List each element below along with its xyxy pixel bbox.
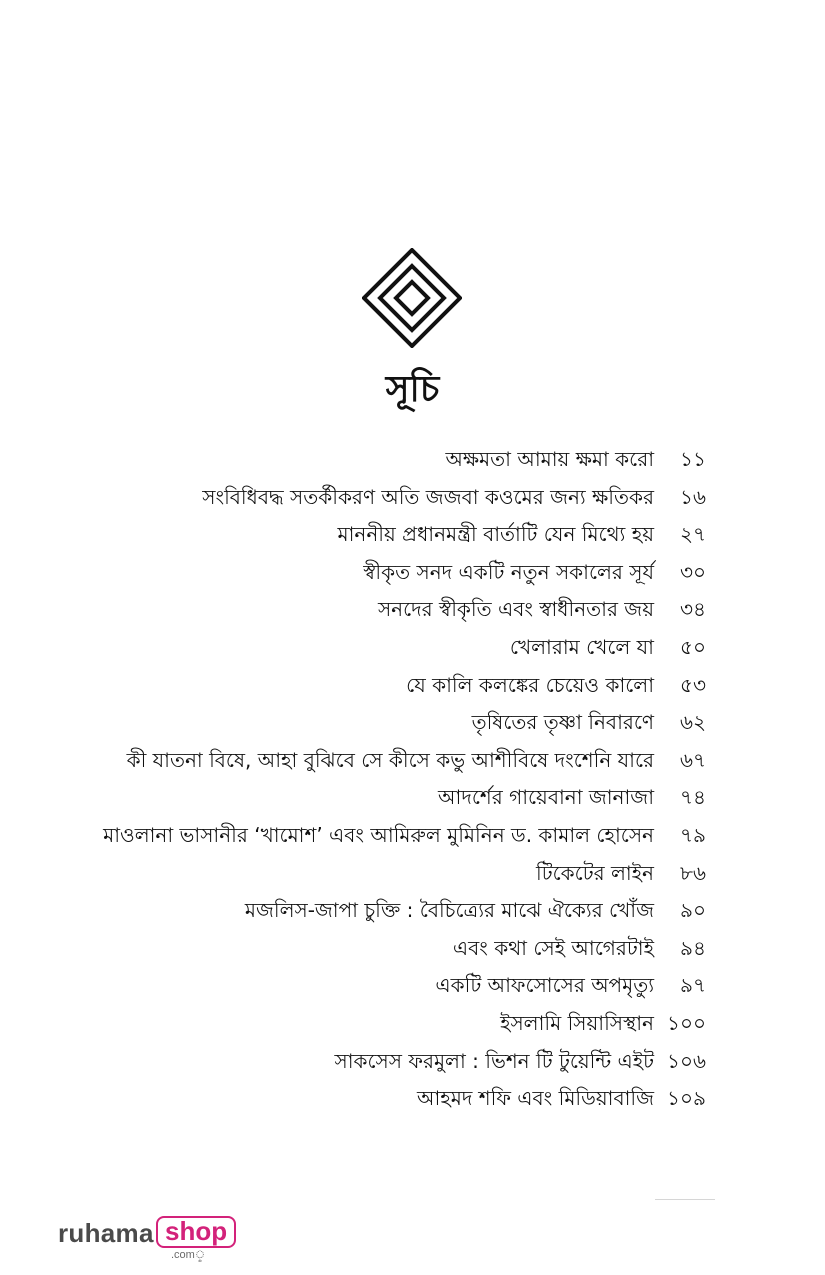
toc-entry-title: সনদের স্বীকৃতি এবং স্বাধীনতার জয় xyxy=(377,597,654,622)
toc-entry-page-number: ৬৭ xyxy=(679,747,706,772)
toc-entry xyxy=(60,517,720,555)
toc-entry-title: আদর্শের গায়েবানা জানাজা xyxy=(438,785,654,810)
toc-entry-page-number: ৭৯ xyxy=(680,822,706,847)
toc-entry xyxy=(60,442,720,480)
toc-entry xyxy=(60,480,720,518)
logo-ruhama-text: ruhama xyxy=(58,1218,154,1248)
page-title: সূচি xyxy=(385,369,440,410)
toc-entry-page-number: ৬২ xyxy=(679,710,706,735)
logo-domain-text: .comৢ xyxy=(171,1249,206,1261)
toc-entry xyxy=(60,555,720,593)
toc-entry-page-number: ৯৪ xyxy=(680,935,706,960)
toc-entry-title: একটি আফসোসের অপমৃত্যু xyxy=(435,973,654,998)
toc-entry-page-number: ৭৪ xyxy=(680,785,706,810)
toc-entry-page-number: ৯৭ xyxy=(680,973,706,998)
toc-entry-page-number: ৯০ xyxy=(680,898,706,923)
toc-entry-page-number: ১০৯ xyxy=(667,1086,706,1111)
toc-entry xyxy=(60,1081,720,1119)
toc-entry-page-number: ৩০ xyxy=(679,559,706,584)
logo-shop-text: shop xyxy=(165,1216,228,1246)
toc-entry-title: এবং কথা সেই আগেরটাই xyxy=(452,935,654,960)
toc-entry-title: ইসলামি সিয়াসিস্থান xyxy=(500,1010,654,1035)
toc-entry-title: আহমদ শফি এবং মিডিয়াবাজি xyxy=(416,1086,654,1111)
toc-entry xyxy=(60,592,720,630)
toc-entry-page-number: ২৭ xyxy=(679,522,706,547)
toc-entry-page-number: ১৬ xyxy=(680,484,706,509)
logo-shop-box xyxy=(156,1216,236,1248)
toc-entry-title: খেলারাম খেলে যা xyxy=(509,634,654,659)
toc-entry xyxy=(60,1006,720,1044)
toc-entry-page-number: ১০০ xyxy=(667,1010,706,1035)
toc-entry-title: স্বীকৃত সনদ একটি নতুন সকালের সূর্য xyxy=(363,559,654,584)
toc-entry xyxy=(60,743,720,781)
ruhamashop-logo xyxy=(58,1212,238,1262)
toc-entry-title: মাওলানা ভাসানীর ‘খামোশ’ এবং আমিরুল মুমিনিন ড. কামাল হোসেন xyxy=(103,822,654,847)
toc-entry xyxy=(60,818,720,856)
toc-entry-page-number: ৮৬ xyxy=(680,860,706,885)
toc-entry-title: তৃষিতের তৃষ্ণা নিবারণে xyxy=(471,710,654,735)
toc-entry-title: টিকেটের লাইন xyxy=(536,860,654,885)
footer-divider xyxy=(655,1199,715,1200)
toc-entry-title: সাকসেস ফরমুলা : ভিশন টি টুয়েন্টি এইট xyxy=(334,1048,654,1073)
toc-entry-title: মজলিস-জাপা চুক্তি : বৈচিত্র্যের মাঝে ঐক্যের খোঁজ xyxy=(244,898,654,923)
toc-entry-title: সংবিধিবদ্ধ সতর্কীকরণ অতি জজবা কওমের জন্য ক্ষতিকর xyxy=(202,484,654,509)
table-of-contents xyxy=(60,442,720,1119)
toc-entry xyxy=(60,931,720,969)
diamond-ornament-icon xyxy=(362,248,462,348)
toc-entry xyxy=(60,968,720,1006)
toc-entry-title: কী যাতনা বিষে, আহা বুঝিবে সে কীসে কভু আশীবিষে দংশেনি যারে xyxy=(126,747,654,772)
toc-entry-page-number: ৫৩ xyxy=(680,672,706,697)
toc-entry-title: যে কালি কলঙ্কের চেয়েও কালো xyxy=(406,672,654,697)
toc-entry-page-number: ৫০ xyxy=(680,634,706,659)
toc-entry-title: মাননীয় প্রধানমন্ত্রী বার্তাটি যেন মিথ্যে হয় xyxy=(337,522,654,547)
toc-entry-page-number: ১০৬ xyxy=(667,1048,706,1073)
toc-entry xyxy=(60,630,720,668)
toc-entry xyxy=(60,705,720,743)
toc-entry xyxy=(60,668,720,706)
toc-entry-page-number: ১১ xyxy=(680,447,706,471)
toc-entry xyxy=(60,856,720,894)
toc-entry xyxy=(60,780,720,818)
toc-entry xyxy=(60,893,720,931)
toc-entry-title: অক্ষমতা আমায় ক্ষমা করো xyxy=(445,447,654,471)
toc-entry-page-number: ৩৪ xyxy=(680,597,706,622)
toc-entry xyxy=(60,1044,720,1082)
